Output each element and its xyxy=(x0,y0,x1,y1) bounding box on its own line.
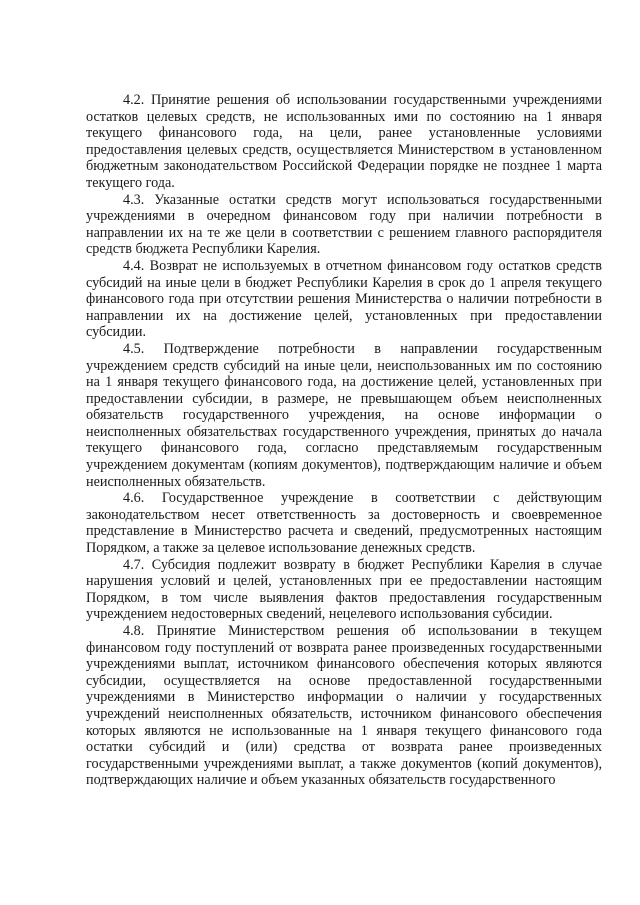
document-body xyxy=(86,92,602,789)
paragraph-4-5: 4.5. Подтверждение потребности в направлении государственным учреждением средств субсидий на иные цели, неиспользованных им по состоянию на 1 января текущего финансового года, на достижение целей, установленных при предоставлении субсидии, в размере, не превышающем объем неисполненных обязательств государственного учреждения, на основе информации о неисполненных обязательствах государственного учреждения, принятых до начала текущего финансового года, согласно представляемым государственным учреждением документам (копиям документов), подтверждающим наличие и объем неисполненных обязательств. xyxy=(86,340,602,490)
paragraph-4-4: 4.4. Возврат не используемых в отчетном финансовом году остатков средств субсидий на иные цели в бюджет Республики Карелия в срок до 1 апреля текущего финансового года при отсутствии решения Министерства о наличии потребности в направлении их на достижение целей, установленных при предоставлении субсидии. xyxy=(86,257,602,341)
paragraph-4-6: 4.6. Государственное учреждение в соответствии с действующим законодательством несет ответственность за достоверность и своевременное представление в Министерство расчета и сведений, предусмотренных настоящим Порядком, а также за целевое использование денежных средств. xyxy=(86,490,602,557)
paragraph-4-3: 4.3. Указанные остатки средств могут использоваться государственными учреждениями в очередном финансовом году при наличии потребности в направлении их на те же цели в соответствии с решением главного распорядителя средств бюджета Республики Карелия. xyxy=(86,191,602,258)
paragraph-4-8: 4.8. Принятие Министерством решения об использовании в текущем финансовом году поступлений от возврата ранее произведенных государственными учреждениями выплат, источником финансового обеспечения которых являются субсидии, осуществляется на основе предоставленной государственными учреждениями в Министерство информации о наличии у государственных учреждений неисполненных обязательств, источником финансового обеспечения которых являются не использованные на 1 января текущего финансового года остатки субсидий и (или) средства от возврата ранее произведенных государственными учреждениями выплат, а также документов (копий документов), подтверждающих наличие и объем указанных обязательств государственного xyxy=(86,623,602,789)
paragraph-4-2: 4.2. Принятие решения об использовании государственными учреждениями остатков целевых средств, не использованных ими по состоянию на 1 января текущего финансового года, на цели, ранее установленные условиями предоставления целевых средств, осуществляется Министерством в установленном бюджетным законодательством Российской Федерации порядке не позднее 1 марта текущего года. xyxy=(86,92,602,191)
paragraph-4-7: 4.7. Субсидия подлежит возврату в бюджет Республики Карелия в случае нарушения условий и целей, установленных при ее предоставлении настоящим Порядком, в том числе выявления фактов предоставления государственным учреждением недостоверных сведений, нецелевого использования субсидии. xyxy=(86,556,602,623)
